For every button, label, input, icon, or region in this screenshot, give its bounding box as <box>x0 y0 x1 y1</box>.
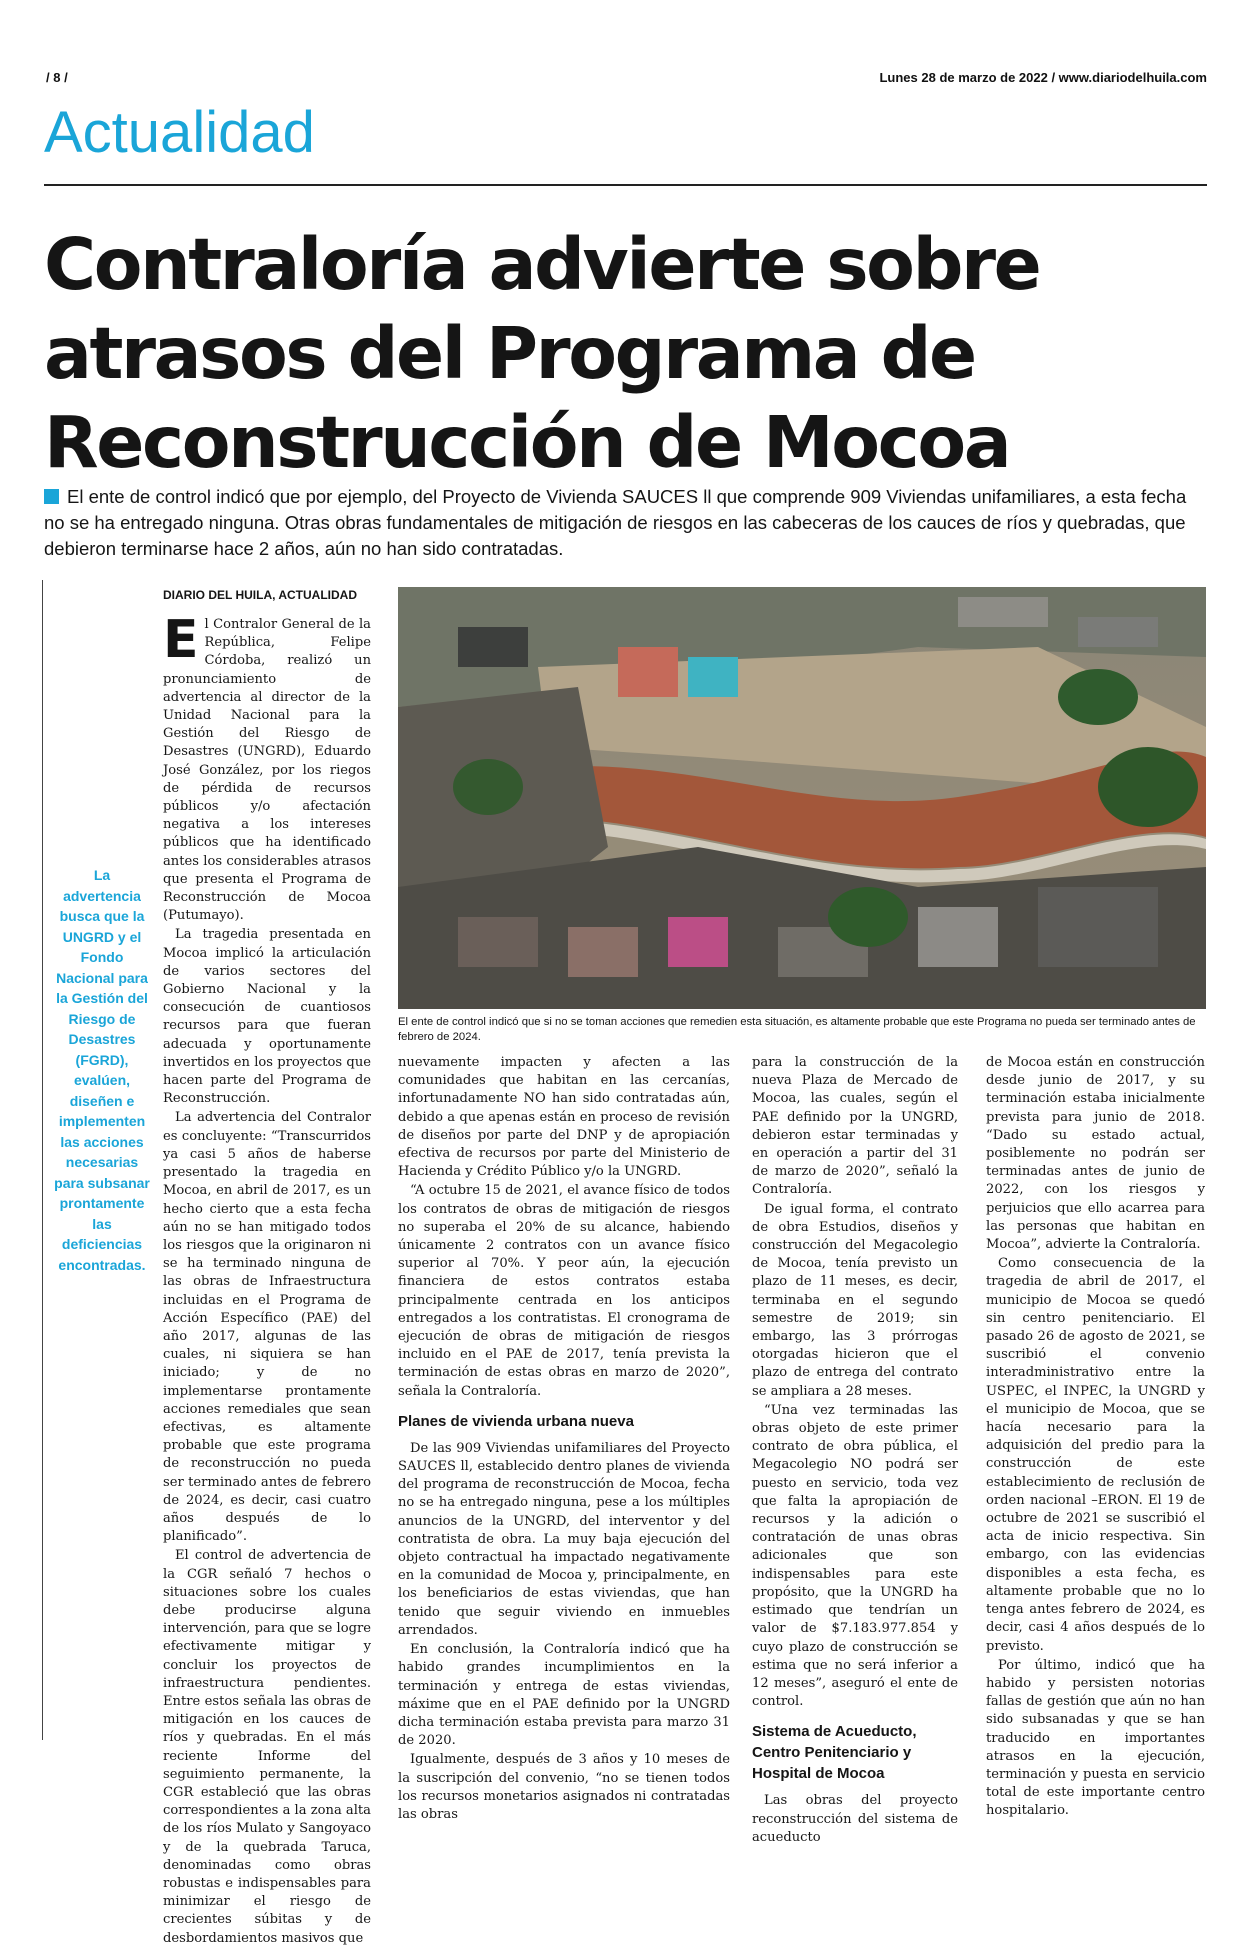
article-paragraph: El control de advertencia de la CGR señaló 7 hechos o situaciones sobre los cuales debe producirse alguna intervención, para que se logre efectivamente mitigar y concluir los proyectos de infraestructura pendientes. Entre estos señala las obras de mitigación en los cauces de ríos y quebradas. En el más reciente Informe del seguimiento permanente, la CGR estableció que las obras correspondientes a la zona alta de los ríos Mulato y Sangoyaco y de la quebrada Taruca, denominadas como obras robustas e indispensables para minimizar el riesgo de crecientes súbitas y de desbordamientos masivos que <box>163 1548 371 1946</box>
headline-line: Reconstrucción de Mocoa <box>44 401 1010 484</box>
column-divider <box>42 580 43 1740</box>
section-divider <box>44 184 1207 186</box>
article-paragraph: “A octubre 15 de 2021, el avance físico de todos los contratos de obras de mitigación de riesgos no superaba el 20% de su alcance, habiendo únicamente 2 contratos con un avance físico superior al 70%. Y peor aún, la ejecución financiera de estos contratos estaba principalmente centrada en los anticipos entregados a los contratistas. El cronograma de ejecución de obras de mitigación de riesgos incluido en el PAE de 2017, tenía prevista la terminación de estas obras en marzo de 2020”, señala la Contraloría. <box>398 1183 730 1399</box>
headline-line: Contraloría advierte sobre <box>44 223 1040 306</box>
subheading: Planes de vivienda urbana nueva <box>398 1412 634 1430</box>
article-paragraph: “Una vez terminadas las obras objeto de este primer contrato de obra pública, el Megacolegio NO podrá ser puesto en servicio, toda vez que falta la apropiación de recursos y la adición o contratación de unas obras adicionales que son indispensables para este propósito, que la UNGRD ha estimado que tendrían un valor de $7.183.977.854 y cuyo plazo de construcción se estima que no será inferior a 12 meses”, aseguró el ente de control. <box>752 1402 958 1710</box>
drop-cap: E <box>163 610 199 670</box>
photo-caption: El ente de control indicó que si no se toman acciones que remedien esta situación, es altamente probable que este Programa no pueda ser terminado antes de febrero de 2024. <box>398 1016 1196 1043</box>
pull-quote: La advertencia busca que la UNGRD y el Fondo Nacional para la Gestión del Riesgo de Desastres (FGRD), evalúen, diseñen e implementen las acciones necesarias para subsanar prontamente las deficiencias encontradas. <box>54 867 150 1273</box>
article-paragraph: Por último, indicó que ha habido y persisten notorias fallas de gestión que aún no han sido subsanadas y que se han traducido en importantes atrasos en la ejecución, terminación y puesta en servicio total de este importante centro hospitalario. <box>986 1657 1205 1819</box>
article-paragraph: para la construcción de la nueva Plaza de Mercado de Mocoa, las cuales, según el PAE definido por la UNGRD, debieron estar terminadas y en operación a partir del 31 de marzo de 2020”, señaló la Contraloría. <box>752 1055 958 1198</box>
photo-illustration <box>398 587 1206 1009</box>
article-paragraph: De las 909 Viviendas unifamiliares del Proyecto SAUCES ll, establecido dentro planes de vivienda del programa de reconstrucción de Mocoa, fecha no se ha entregado ninguna, pese a los múltiples anuncios de la UNGRD, del interventor y del contratista de obra. La muy baja ejecución del objeto contractual ha impactado negativamente en la comunidad de Mocoa y, principalmente, en los beneficiarios de estas viviendas, que han tenido que seguir viviendo en inmuebles arrendados. <box>398 1440 730 1638</box>
article-paragraph <box>163 610 371 925</box>
article-column-3 <box>752 1054 958 1848</box>
article-column-4 <box>986 1054 1205 1822</box>
date-and-website: Lunes 28 de marzo de 2022 / www.diariodelhuila.com <box>879 70 1207 85</box>
article-paragraph: Como consecuencia de la tragedia de abril de 2017, el municipio de Mocoa se quedó sin centro penitenciario. El pasado 26 de agosto de 2021, se suscribió el convenio interadministrativo entre la USPEC, el INPEC, la UNGRD y el municipio de Mocoa, que se hacía necesario para la adquisición del predio para la construcción de este establecimiento de reclusión de orden nacional –ERON. El 19 de octubre de 2021 se suscribió el acta de inicio respectiva. Sin embargo, con las evidencias disponibles a esta fecha, es altamente probable que no lo tenga antes febrero de 2024, es decir, casi 4 años después de lo previsto. <box>986 1256 1205 1654</box>
article-paragraph: Las obras del proyecto reconstrucción del sistema de acueducto <box>752 1793 958 1845</box>
article-paragraph: En conclusión, la Contraloría indicó que ha habido grandes incumplimientos en la terminación y entrega de estas viviendas, máxime que en el PAE definido por la UNGRD dicha terminación estaba prevista para marzo 31 de 2020. <box>398 1642 730 1749</box>
lede <box>44 484 1210 562</box>
page-header <box>44 68 1207 88</box>
lede-text: El ente de control indicó que por ejemplo, del Proyecto de Vivienda SAUCES ll que comprende 909 Viviendas unifamiliares, a esta fecha no se ha entregado ninguna. Otras obras fundamentales de mitigación de riesgos en las cabeceras de los cauces de ríos y quebradas, que debieron terminarse hace 2 años, aún no han sido contratadas. <box>44 486 1187 559</box>
paragraph-text: l Contralor General de la República, Felipe Córdoba, realizó un pronunciamiento de advertencia al director de la Unidad Nacional para la Gestión del Riesgo de Desastres (UNGRD), Eduardo José González, por los riegos de pérdida de recursos públicos y/o afectación negativa a los intereses públicos que ha identificado antes los considerables atrasos que presenta el Programa de Reconstrucción de Mocoa (Putumayo). <box>163 617 371 924</box>
headline-line: atrasos del Programa de <box>44 312 975 395</box>
byline: DIARIO DEL HUILA, ACTUALIDAD <box>163 588 357 602</box>
flood-aerial-photo <box>398 587 1206 1009</box>
subheading: Sistema de Acueducto, Centro Penitenciario y Hospital de Mocoa <box>752 1723 917 1783</box>
article-paragraph: de Mocoa están en construcción desde junio de 2017, y su terminación estaba inicialmente prevista para junio de 2018. “Dado su estado actual, posiblemente no podrán ser terminadas antes de junio de 2022, con los riesgos y perjuicios que ello acarrea para las personas que habitan en Mocoa”, advierte la Contraloría. <box>986 1055 1205 1253</box>
article-paragraph: La tragedia presentada en Mocoa implicó la articulación de varios sectores del Gobierno Nacional y la consecución de cuantiosos recursos para que fueran adecuada y oportunamente invertidos en los proyectos que hacen parte del Programa de Reconstrucción. <box>163 927 371 1107</box>
article-column-2 <box>398 1054 730 1825</box>
page-number: / 8 / <box>46 70 68 85</box>
lede-marker-icon <box>44 489 59 504</box>
section-title: Actualidad <box>44 100 315 165</box>
article-paragraph: nuevamente impacten y afecten a las comunidades que habitan en las cercanías, infortunadamente NO han sido contratadas aún, debido a que apenas están en proceso de revisión de diseños por parte del DNP y de apropiación efectiva de recursos por parte del Ministerio de Hacienda y Crédito Público y/o la UNGRD. <box>398 1055 730 1180</box>
article-paragraph: La advertencia del Contralor es concluyente: “Transcurridos ya casi 5 años de haberse presentado la tragedia en Mocoa, en abril de 2017, es un hecho cierto que a esta fecha aún no se han mitigado todos los riesgos que la originaron ni se ha terminado ninguna de las obras de Infraestructura incluidas en el Programa de Acción Específico (PAE) del año 2017, algunas de las cuales, ni siquiera se han iniciado; y de no implementarse prontamente acciones remediales que sean efectivas, es altamente probable que este programa de reconstrucción no pueda ser terminado antes de febrero de 2024, es decir, casi cuatro años después de lo planificado”. <box>163 1110 371 1545</box>
article-paragraph: De igual forma, el contrato de obra Estudios, diseños y construcción del Megacolegio de Mocoa, tenía previsto un plazo de 11 meses, es decir, terminaba en el segundo semestre de 2019; sin embargo, las 3 prórrogas otorgadas hicieron que el plazo de entrega del contrato se ampliara a 28 meses. <box>752 1201 958 1399</box>
article-column-1 <box>163 587 371 1949</box>
headline <box>44 220 1214 487</box>
article-paragraph: Igualmente, después de 3 años y 10 meses de la suscripción del convenio, “no se tienen todos los recursos monetarios asignados ni contratadas las obras <box>398 1752 730 1822</box>
